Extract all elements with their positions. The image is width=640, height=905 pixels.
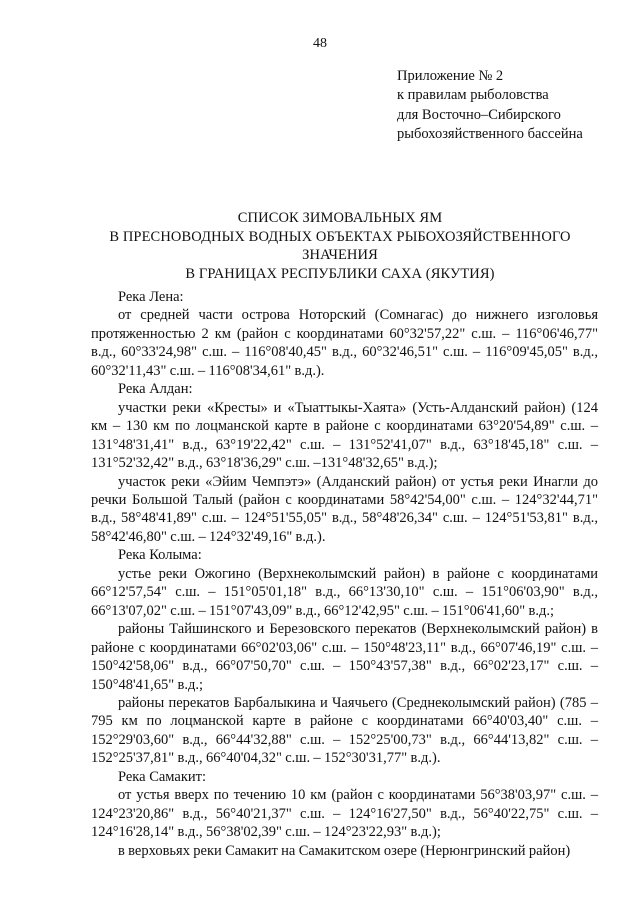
appendix-line: к правилам рыболовства [397,87,549,104]
document-title [70,209,610,283]
title-line: СПИСОК ЗИМОВАЛЬНЫХ ЯМ [237,210,443,226]
river-section-lena [91,288,598,380]
page-number: 48 [313,36,327,51]
appendix-line: Приложение № 2 [397,68,504,84]
paragraph: участок реки «Эйим Чемпэтэ» (Алданский район) от устья реки Инагли до речки Большой Талый (район с координатами 58°42'54,00" с.ш. – 124°32'44,71" в.д., 58°48'41,89" с.ш. – 124°51'55,05" в.д., 58°48'26,34" с.ш. – 124°51'53,81" в.д., 58°42'46,80" с.ш. – 124°32'49,16" в.д.). [91,473,598,545]
title-line: В ГРАНИЦАХ РЕСПУБЛИКИ САХА (ЯКУТИЯ) [185,265,495,282]
paragraph: районы Тайшинского и Березовского перекатов (Верхнеколымский район) в районе с координатами 66°02'03,06" с.ш. – 150°48'23,11" в.д., 66°07'46,19" с.ш. – 150°42'58,06" в.д., 66°07'50,70" с.ш. – 150°43'57,38" в.д., 66°02'23,17" с.ш. – 150°48'41,65" в.д.; [91,621,598,693]
title-line: ЗНАЧЕНИЯ [302,247,378,263]
title-line: В ПРЕСНОВОДНЫХ ВОДНЫХ ОБЪЕКТАХ РЫБОХОЗЯЙСТВЕННОГО [109,228,571,245]
river-section-samakit [91,768,598,860]
paragraph: от устья вверх по течению 10 км (район с координатами 56°38'03,97" с.ш. – 124°23'20,86" в.д., 56°40'21,37" с.ш. – 124°16'27,50" в.д., 56°40'22,75" с.ш. – 124°16'28,14" в.д., 56°38'02,39" с.ш. – 124°23'22,93" в.д.); [91,787,598,841]
appendix-line: рыбохозяйственного бассейна [397,125,583,142]
paragraph: от средней части острова Ноторский (Сомнагас) до нижнего изголовья протяженностью 2 км (район с координатами 60°32'57,22" с.ш. – 116°06'46,77" в.д., 60°33'24,98" с.ш. – 116°08'40,45" в.д., 60°32'46,51" с.ш. – 116°09'45,05" в.д., 60°32'11,43" с.ш. – 116°08'34,61" в.д.). [91,307,598,379]
river-section-aldan [91,380,598,546]
document-body [91,288,598,860]
river-heading: Река Колыма: [118,547,202,564]
river-section-kolyma [91,546,598,767]
paragraph: в верховьях реки Самакит на Самакитском озере (Нерюнгринский район) [118,842,571,859]
river-heading: Река Алдан: [118,381,193,398]
river-heading: Река Самакит: [118,768,206,785]
paragraph: участки реки «Кресты» и «Тыаттыкы-Хаята» (Усть-Алданский район) (124 км – 130 км по лоцманской карте в районе с координатами 63°20'54,89" с.ш. – 131°48'31,41" в.д., 63°19'22,42" с.ш. – 131°52'41,07" в.д., 63°18'45,18" с.ш. – 131°52'32,42" в.д., 63°18'36,29" с.ш. –131°48'32,65" в.д.); [91,399,598,472]
river-heading: Река Лена: [118,289,184,305]
appendix-note [397,67,632,144]
appendix-line: для Восточно–Сибирского [397,106,561,123]
paragraph: устье реки Ожогино (Верхнеколымский район) в районе с координатами 66°12'57,54" с.ш. – 151°05'01,18" в.д., 66°13'30,10" с.ш. – 151°06'03,90" в.д., 66°13'07,02" с.ш. – 151°07'43,09" в.д., 66°12'42,95" с.ш. – 151°06'41,60" в.д.; [91,565,598,619]
paragraph: районы перекатов Барбалыкина и Чаячьего (Среднеколымский район) (785 – 795 км по лоцманской карте в районе с координатами 66°40'03,40" с.ш. – 152°29'03,60" в.д., 66°44'32,88" с.ш. – 152°25'00,73" в.д., 66°44'13,82" с.ш. – 152°25'37,81" в.д., 66°40'04,32" с.ш. – 152°30'31,77" в.д.). [91,694,598,767]
